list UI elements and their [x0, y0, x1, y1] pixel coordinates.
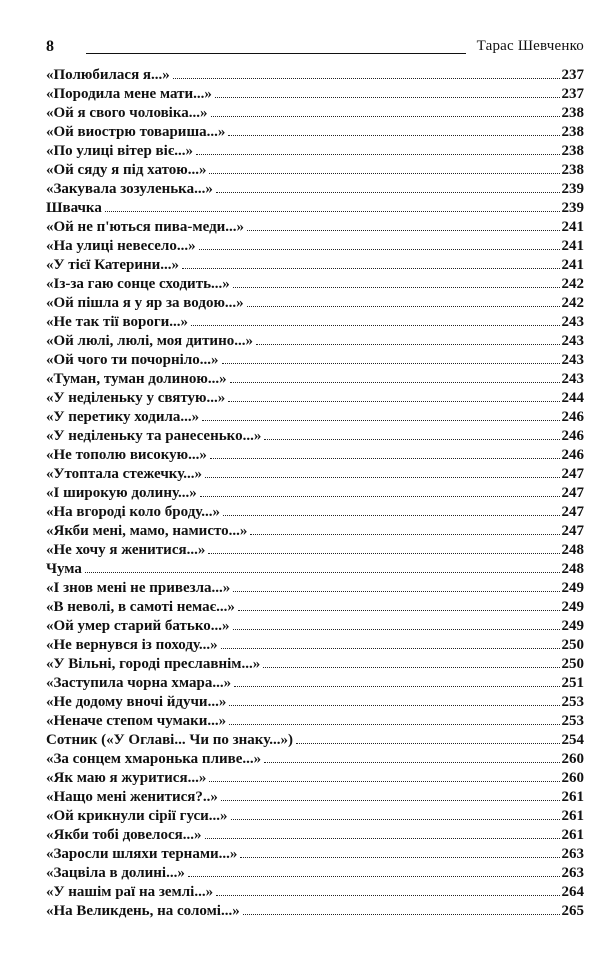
toc-entry-page: 243 [561, 314, 584, 330]
dot-leader [229, 704, 559, 706]
toc-entry [46, 503, 584, 522]
toc-entry-title: «Ой я свого чоловіка...» [46, 105, 208, 121]
dot-leader [85, 571, 560, 573]
toc-entry [46, 560, 584, 579]
dot-leader [216, 191, 560, 193]
toc-entry [46, 598, 584, 617]
toc-entry-page: 261 [561, 808, 584, 824]
toc-entry-title: «Туман, туман долиною...» [46, 371, 227, 387]
toc-entry [46, 465, 584, 484]
toc-entry [46, 161, 584, 180]
toc-entry [46, 655, 584, 674]
toc-entry-title: «Нащо мені женитися?..» [46, 789, 218, 805]
toc-entry [46, 85, 584, 104]
dot-leader [105, 210, 560, 212]
dot-leader [202, 419, 559, 421]
dot-leader [205, 837, 560, 839]
toc-entry-page: 250 [561, 656, 584, 672]
toc-entry-page: 238 [561, 162, 584, 178]
dot-leader [263, 666, 559, 668]
dot-leader [188, 875, 560, 877]
dot-leader [182, 267, 559, 269]
toc-entry [46, 864, 584, 883]
toc-entry-title: «По улиці вітер віє...» [46, 143, 194, 159]
toc-entry [46, 256, 584, 275]
toc-entry-title: Сотник («У Оглаві... Чи по знаку...») [46, 732, 293, 748]
toc-entry-title: «Полюбилася я...» [46, 67, 170, 83]
toc-entry-page: 238 [561, 105, 584, 121]
toc-entry [46, 883, 584, 902]
page-number: 8 [46, 38, 54, 55]
toc-entry [46, 389, 584, 408]
toc-entry-title: «У Вільні, городі преславнім...» [46, 656, 261, 672]
dot-leader [216, 894, 559, 896]
toc-entry-title: «У неділеньку та ранесенько...» [46, 428, 262, 444]
toc-entry-title: «І широкую долину...» [46, 485, 197, 501]
toc-entry-title: «Зацвіла в долині...» [46, 865, 185, 881]
toc-entry-title: «Не тополю високую...» [46, 447, 207, 463]
dot-leader [231, 818, 560, 820]
toc-entry-title: «На улиці невесело...» [46, 238, 196, 254]
toc-entry-page: 249 [561, 599, 584, 615]
toc-entry [46, 294, 584, 313]
toc-entry-page: 248 [561, 542, 584, 558]
dot-leader [238, 609, 560, 611]
toc-entry-title: «За сонцем хмаронька пливе...» [46, 751, 262, 767]
dot-leader [264, 438, 559, 440]
toc-entry [46, 104, 584, 123]
toc-entry-title: «У неділеньку у святую...» [46, 390, 226, 406]
header-rule [86, 53, 466, 54]
page-header [46, 38, 584, 60]
toc-entry-title: «Із-за гаю сонце сходить...» [46, 276, 230, 292]
toc-entry-page: 264 [561, 884, 584, 900]
toc-entry [46, 902, 584, 921]
toc-entry-title: «Породила мене мати...» [46, 86, 212, 102]
toc-entry [46, 446, 584, 465]
toc-entry [46, 142, 584, 161]
toc-entry [46, 237, 584, 256]
toc-entry-page: 248 [561, 561, 584, 577]
toc-entry-title: «Ой умер старий батько...» [46, 618, 230, 634]
toc-entry-title: «Закувала зозуленька...» [46, 181, 213, 197]
toc-entry-page: 237 [561, 86, 584, 102]
toc-entry-page: 251 [561, 675, 584, 691]
toc-entry-page: 254 [561, 732, 584, 748]
toc-entry [46, 275, 584, 294]
toc-entry-page: 241 [561, 257, 584, 273]
toc-entry [46, 845, 584, 864]
toc-entry [46, 693, 584, 712]
dot-leader [228, 400, 559, 402]
toc-entry-page: 260 [561, 770, 584, 786]
toc-entry-title: «Ой люлі, люлі, моя дитино...» [46, 333, 253, 349]
toc-entry-page: 238 [561, 124, 584, 140]
dot-leader [200, 495, 560, 497]
toc-entry [46, 408, 584, 427]
dot-leader [240, 856, 559, 858]
toc-entry-page: 244 [561, 390, 584, 406]
toc-entry [46, 218, 584, 237]
toc-entry-page: 242 [561, 276, 584, 292]
dot-leader [223, 514, 559, 516]
toc-entry-title: «У тієї Катерини...» [46, 257, 180, 273]
toc-entry-title: «Якби тобі довелося...» [46, 827, 202, 843]
dot-leader [191, 324, 559, 326]
toc-entry-page: 253 [561, 694, 584, 710]
toc-entry [46, 769, 584, 788]
toc-entry-title: Швачка [46, 200, 102, 216]
dot-leader [211, 115, 560, 117]
toc-entry-title: «Не так тії вороги...» [46, 314, 189, 330]
toc-entry [46, 617, 584, 636]
toc-entry-title: «Ой сяду я під хатою...» [46, 162, 207, 178]
toc-entry [46, 332, 584, 351]
toc-entry-title: «Ой чого ти почорніло...» [46, 352, 219, 368]
toc-entry-page: 249 [561, 618, 584, 634]
toc-entry-title: «Ой пішла я у яр за водою...» [46, 295, 244, 311]
toc-entry-title: «Якби мені, мамо, намисто...» [46, 523, 248, 539]
toc-entry-title: «У нашім раї на землі...» [46, 884, 214, 900]
toc-entry-page: 238 [561, 143, 584, 159]
toc-entry-page: 247 [561, 485, 584, 501]
toc-entry-page: 249 [561, 580, 584, 596]
dot-leader [233, 628, 560, 630]
toc-entry [46, 579, 584, 598]
dot-leader [264, 761, 559, 763]
toc-entry-title: Чума [46, 561, 82, 577]
toc-entry-page: 260 [561, 751, 584, 767]
toc-entry [46, 123, 584, 142]
dot-leader [256, 343, 560, 345]
dot-leader [205, 476, 560, 478]
dot-leader [221, 799, 560, 801]
toc-entry [46, 484, 584, 503]
toc-entry-title: «Не додому вночі йдучи...» [46, 694, 227, 710]
toc-entry-page: 250 [561, 637, 584, 653]
toc-entry-title: «В неволі, в самоті немає...» [46, 599, 235, 615]
toc-entry-page: 239 [561, 181, 584, 197]
dot-leader [233, 286, 560, 288]
toc-entry-page: 239 [561, 200, 584, 216]
toc-entry [46, 351, 584, 370]
toc-entry-title: «На Великдень, на соломі...» [46, 903, 240, 919]
toc-entry-page: 261 [561, 789, 584, 805]
toc-entry [46, 731, 584, 750]
toc-entry-page: 247 [561, 466, 584, 482]
dot-leader [210, 457, 560, 459]
toc-entry [46, 541, 584, 560]
toc-entry-title: «Неначе степом чумаки...» [46, 713, 227, 729]
table-of-contents [46, 66, 584, 921]
toc-entry-page: 263 [561, 846, 584, 862]
toc-entry [46, 750, 584, 769]
toc-entry [46, 788, 584, 807]
toc-entry-page: 263 [561, 865, 584, 881]
dot-leader [228, 134, 559, 136]
toc-entry-page: 246 [561, 409, 584, 425]
dot-leader [229, 723, 559, 725]
toc-entry [46, 199, 584, 218]
dot-leader [230, 381, 560, 383]
toc-entry [46, 66, 584, 85]
toc-entry-page: 242 [561, 295, 584, 311]
toc-entry-page: 243 [561, 352, 584, 368]
dot-leader [173, 77, 560, 79]
toc-entry-page: 247 [561, 504, 584, 520]
toc-entry [46, 807, 584, 826]
toc-entry-page: 243 [561, 371, 584, 387]
toc-entry-page: 247 [561, 523, 584, 539]
dot-leader [215, 96, 560, 98]
toc-entry [46, 712, 584, 731]
dot-leader [247, 229, 559, 231]
toc-entry-title: «Як маю я журитися...» [46, 770, 207, 786]
toc-entry [46, 522, 584, 541]
toc-entry-page: 241 [561, 219, 584, 235]
dot-leader [234, 685, 559, 687]
dot-leader [296, 742, 560, 744]
dot-leader [247, 305, 560, 307]
toc-entry [46, 313, 584, 332]
dot-leader [208, 552, 559, 554]
toc-entry-page: 241 [561, 238, 584, 254]
toc-entry-title: «Ой крикнули сірії гуси...» [46, 808, 228, 824]
dot-leader [233, 590, 559, 592]
toc-entry-title: «Не хочу я женитися...» [46, 542, 206, 558]
toc-entry-title: «Ой виострю товариша...» [46, 124, 226, 140]
toc-entry-title: «Утоптала стежечку...» [46, 466, 202, 482]
toc-entry-title: «Ой не п'ються пива-меди...» [46, 219, 245, 235]
dot-leader [209, 780, 559, 782]
dot-leader [243, 913, 560, 915]
toc-entry-page: 237 [561, 67, 584, 83]
dot-leader [221, 647, 560, 649]
running-head-author: Тарас Шевченко [476, 38, 584, 54]
toc-entry [46, 636, 584, 655]
toc-entry-title: «У перетику ходила...» [46, 409, 200, 425]
toc-entry-title: «Не вернувся із походу...» [46, 637, 218, 653]
dot-leader [199, 248, 560, 250]
dot-leader [222, 362, 560, 364]
toc-entry [46, 674, 584, 693]
toc-entry-page: 246 [561, 428, 584, 444]
toc-entry [46, 826, 584, 845]
toc-entry-page: 253 [561, 713, 584, 729]
toc-entry-title: «І знов мені не привезла...» [46, 580, 231, 596]
toc-entry-page: 243 [561, 333, 584, 349]
toc-entry-title: «На вгороді коло броду...» [46, 504, 221, 520]
dot-leader [196, 153, 559, 155]
toc-entry-title: «Заросли шляхи тернами...» [46, 846, 238, 862]
toc-entry [46, 370, 584, 389]
toc-entry [46, 427, 584, 446]
dot-leader [209, 172, 559, 174]
dot-leader [250, 533, 559, 535]
toc-entry-page: 261 [561, 827, 584, 843]
toc-entry-page: 246 [561, 447, 584, 463]
toc-entry [46, 180, 584, 199]
toc-entry-title: «Заступила чорна хмара...» [46, 675, 232, 691]
toc-entry-page: 265 [561, 903, 584, 919]
